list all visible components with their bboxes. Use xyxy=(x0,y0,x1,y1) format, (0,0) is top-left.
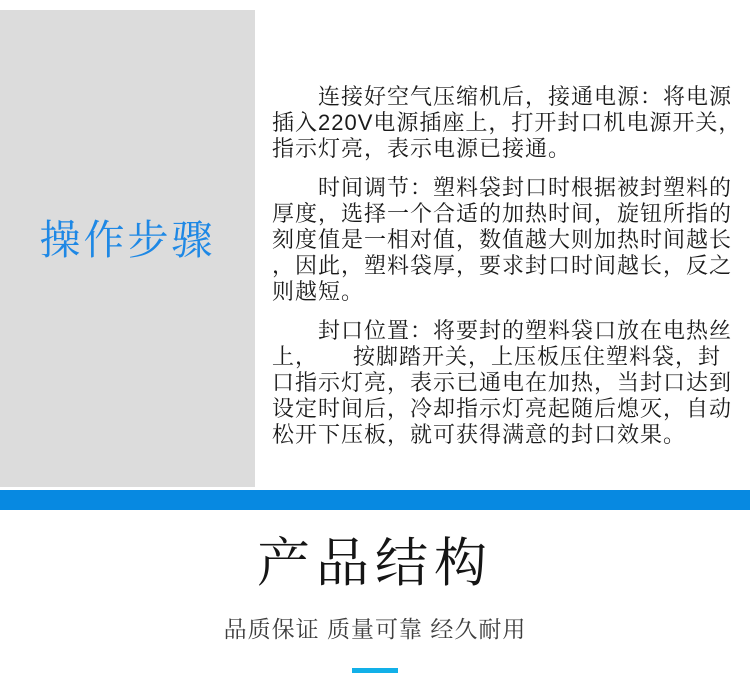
product-structure-title: 产品结构 xyxy=(257,534,493,593)
instruction-paragraph-time-adjust xyxy=(272,175,746,305)
text-line: 指示灯亮，表示电源已接通。 xyxy=(272,136,572,161)
text-line: ，因此，塑料袋厚，要求封口时间越长，反之 xyxy=(272,253,733,278)
text-line: 厚度，选择一个合适的加热时间，旋钮所指的 xyxy=(272,201,733,226)
text-line: 时间调节：塑料袋封口时根据被封塑料的 xyxy=(272,175,733,200)
section-divider-bar xyxy=(0,490,750,510)
text-line: 松开下压板，就可获得满意的封口效果。 xyxy=(272,422,687,447)
text-line: 上， 按脚踏开关，上压板压住塑料袋，封 xyxy=(272,344,722,369)
text-line: 插入220V电源插座上，打开封口机电源开关， xyxy=(272,110,742,135)
title-accent-underline xyxy=(352,668,398,673)
text-line: 刻度值是一相对值，数值越大则加热时间越长 xyxy=(272,227,733,252)
text-line: 连接好空气压缩机后，接通电源：将电源 xyxy=(272,84,733,109)
operation-steps-label: 操作步骤 xyxy=(39,217,216,263)
text-line: 封口位置：将要封的塑料袋口放在电热丝 xyxy=(272,318,733,343)
steps-label-panel xyxy=(0,10,255,487)
text-line: 口指示灯亮，表示已通电在加热，当封口达到 xyxy=(272,370,733,395)
instruction-paragraph-power-on xyxy=(272,84,746,162)
product-structure-subtitle: 品质保证 质量可靠 经久耐用 xyxy=(223,616,527,642)
instructions-text-block xyxy=(272,84,746,448)
instruction-paragraph-seal-position xyxy=(272,318,746,448)
text-line: 设定时间后，冷却指示灯亮起随后熄灭，自动 xyxy=(272,396,733,421)
text-line: 则越短。 xyxy=(272,279,365,304)
